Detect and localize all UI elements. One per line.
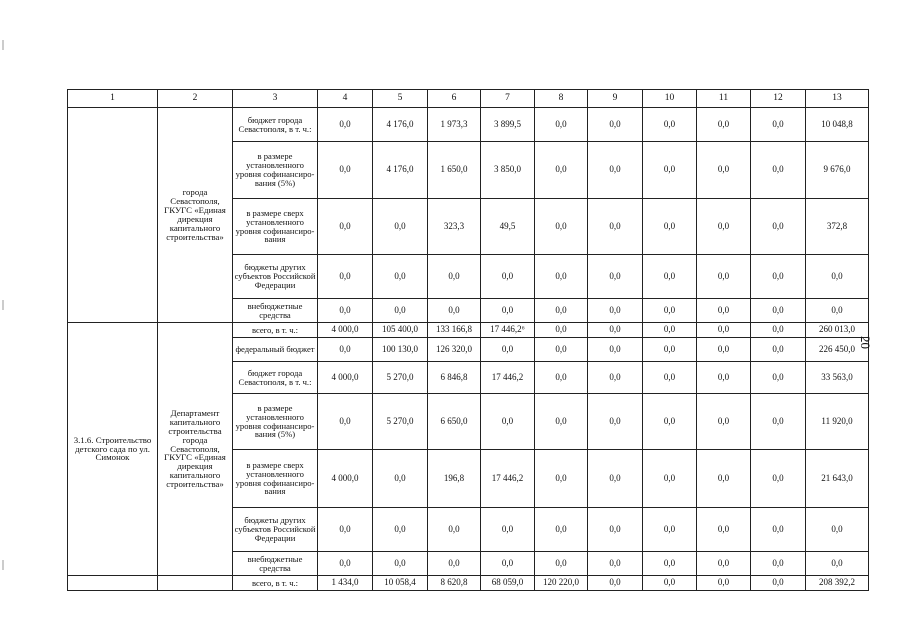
value-cell: 0,0 [588,552,643,576]
table-row [68,323,869,338]
value-cell: 0,0 [535,323,588,338]
value-cell: 0,0 [751,323,806,338]
funding-source-cell: бюджет города Севастополя, в т. ч.: [233,362,318,394]
value-cell: 0,0 [697,199,751,255]
value-cell: 0,0 [481,394,535,450]
value-cell: 0,0 [751,299,806,323]
value-cell: 0,0 [806,255,869,299]
executor-cell: города Севастополя, ГКУГС «Единая дирекция капитального строительства» [158,108,233,323]
value-cell: 0,0 [751,508,806,552]
object-name-cell [68,108,158,323]
value-cell: 9 676,0 [806,142,869,199]
scan-edge-mark [2,300,4,310]
value-cell: 0,0 [697,362,751,394]
funding-source-cell: в размере установленного уровня софинансиро-вания (5%) [233,142,318,199]
value-cell: 0,0 [318,338,373,362]
header-cell: 5 [373,90,428,108]
value-cell: 0,0 [318,299,373,323]
value-cell: 0,0 [697,338,751,362]
value-cell: 0,0 [373,299,428,323]
value-cell: 0,0 [751,576,806,591]
value-cell: 0,0 [428,552,481,576]
value-cell: 0,0 [588,323,643,338]
value-cell: 0,0 [535,450,588,508]
value-cell: 0,0 [588,394,643,450]
value-cell: 0,0 [751,338,806,362]
header-cell: 11 [697,90,751,108]
value-cell: 0,0 [373,508,428,552]
table-row [68,108,869,142]
object-name-cell [68,576,158,591]
page-number: 20 [858,336,873,349]
value-cell: 0,0 [643,142,697,199]
value-cell: 0,0 [535,338,588,362]
value-cell: 133 166,8 [428,323,481,338]
value-cell: 0,0 [643,323,697,338]
value-cell: 4 000,0 [318,323,373,338]
value-cell: 0,0 [751,108,806,142]
value-cell: 323,3 [428,199,481,255]
funding-source-cell: бюджеты других субъектов Российской Федерации [233,508,318,552]
funding-source-cell: в размере сверх установленного уровня софинансиро-вания [233,199,318,255]
value-cell: 0,0 [588,108,643,142]
value-cell: 196,8 [428,450,481,508]
value-cell: 0,0 [697,508,751,552]
value-cell: 260 013,0 [806,323,869,338]
funding-source-cell: федеральный бюджет [233,338,318,362]
value-cell: 0,0 [751,255,806,299]
value-cell: 0,0 [697,255,751,299]
value-cell: 0,0 [535,108,588,142]
value-cell: 0,0 [588,299,643,323]
value-cell: 0,0 [643,199,697,255]
value-cell: 0,0 [588,508,643,552]
value-cell: 0,0 [643,299,697,323]
value-cell: 0,0 [318,142,373,199]
header-cell: 6 [428,90,481,108]
value-cell: 0,0 [643,108,697,142]
value-cell: 0,0 [373,255,428,299]
scan-edge-mark [2,560,4,570]
value-cell: 0,0 [535,508,588,552]
scan-edge-mark [2,40,4,50]
value-cell: 226 450,0 [806,338,869,362]
value-cell: 0,0 [535,299,588,323]
value-cell: 17 446,2 [481,362,535,394]
value-cell: 100 130,0 [373,338,428,362]
value-cell: 0,0 [535,142,588,199]
value-cell: 4 176,0 [373,142,428,199]
value-cell: 17 446,2 [481,450,535,508]
value-cell: 208 392,2 [806,576,869,591]
value-cell: 17 446,2⁶ [481,323,535,338]
value-cell: 0,0 [751,394,806,450]
value-cell: 0,0 [697,450,751,508]
value-cell: 0,0 [318,199,373,255]
value-cell: 0,0 [535,255,588,299]
value-cell: 4 176,0 [373,108,428,142]
value-cell: 4 000,0 [318,450,373,508]
value-cell: 0,0 [318,508,373,552]
value-cell: 0,0 [751,199,806,255]
value-cell: 0,0 [697,552,751,576]
value-cell: 0,0 [481,299,535,323]
funding-source-cell: бюджет города Севастополя, в т. ч.: [233,108,318,142]
value-cell: 372,8 [806,199,869,255]
value-cell: 126 320,0 [428,338,481,362]
value-cell: 0,0 [481,338,535,362]
funding-table [67,89,869,591]
value-cell: 4 000,0 [318,362,373,394]
value-cell: 1 434,0 [318,576,373,591]
value-cell: 120 220,0 [535,576,588,591]
value-cell: 0,0 [373,450,428,508]
value-cell: 68 059,0 [481,576,535,591]
value-cell: 0,0 [697,394,751,450]
funding-source-cell: внебюджетные средства [233,299,318,323]
value-cell: 0,0 [643,362,697,394]
value-cell: 0,0 [643,576,697,591]
value-cell: 49,5 [481,199,535,255]
value-cell: 0,0 [535,362,588,394]
header-cell: 9 [588,90,643,108]
value-cell: 0,0 [697,108,751,142]
value-cell: 3 850,0 [481,142,535,199]
object-name-cell: 3.1.6. Строительство детского сада по ул. Симонок [68,323,158,576]
value-cell: 0,0 [643,508,697,552]
value-cell: 0,0 [481,255,535,299]
value-cell: 0,0 [751,450,806,508]
value-cell: 0,0 [643,255,697,299]
value-cell: 0,0 [318,394,373,450]
funding-source-cell: внебюджетные средства [233,552,318,576]
value-cell: 0,0 [535,199,588,255]
value-cell: 0,0 [751,142,806,199]
value-cell: 0,0 [588,450,643,508]
value-cell: 0,0 [428,299,481,323]
executor-cell [158,576,233,591]
header-cell: 2 [158,90,233,108]
value-cell: 0,0 [318,552,373,576]
value-cell: 33 563,0 [806,362,869,394]
value-cell: 0,0 [588,142,643,199]
value-cell: 5 270,0 [373,362,428,394]
value-cell: 0,0 [697,299,751,323]
table-row [68,576,869,591]
value-cell: 1 650,0 [428,142,481,199]
value-cell: 0,0 [697,576,751,591]
header-cell: 4 [318,90,373,108]
value-cell: 0,0 [643,338,697,362]
funding-source-cell: в размере сверх установленного уровня софинансиро-вания [233,450,318,508]
value-cell: 0,0 [643,450,697,508]
value-cell: 0,0 [588,576,643,591]
value-cell: 5 270,0 [373,394,428,450]
funding-source-cell: бюджеты других субъектов Российской Федерации [233,255,318,299]
value-cell: 0,0 [697,142,751,199]
header-row [68,90,869,108]
header-cell: 8 [535,90,588,108]
value-cell: 0,0 [373,552,428,576]
header-cell: 10 [643,90,697,108]
value-cell: 0,0 [318,108,373,142]
value-cell: 0,0 [751,552,806,576]
value-cell: 0,0 [643,394,697,450]
value-cell: 0,0 [751,362,806,394]
value-cell: 11 920,0 [806,394,869,450]
funding-source-cell: всего, в т. ч.: [233,323,318,338]
value-cell: 21 643,0 [806,450,869,508]
value-cell: 0,0 [481,552,535,576]
value-cell: 0,0 [318,255,373,299]
value-cell: 10 058,4 [373,576,428,591]
value-cell: 0,0 [806,552,869,576]
value-cell: 0,0 [588,255,643,299]
value-cell: 0,0 [806,508,869,552]
value-cell: 0,0 [806,299,869,323]
value-cell: 0,0 [588,362,643,394]
value-cell: 6 846,8 [428,362,481,394]
header-cell: 7 [481,90,535,108]
value-cell: 0,0 [428,255,481,299]
header-cell: 12 [751,90,806,108]
value-cell: 0,0 [481,508,535,552]
value-cell: 6 650,0 [428,394,481,450]
value-cell: 10 048,8 [806,108,869,142]
value-cell: 0,0 [373,199,428,255]
value-cell: 0,0 [697,323,751,338]
funding-source-cell: всего, в т. ч.: [233,576,318,591]
header-cell: 1 [68,90,158,108]
value-cell: 3 899,5 [481,108,535,142]
value-cell: 0,0 [535,394,588,450]
value-cell: 8 620,8 [428,576,481,591]
value-cell: 0,0 [643,552,697,576]
header-cell: 3 [233,90,318,108]
executor-cell: Департамент капитального строительства города Севастополя, ГКУГС «Единая дирекция капитального строительства» [158,323,233,576]
header-cell: 13 [806,90,869,108]
value-cell: 1 973,3 [428,108,481,142]
value-cell: 0,0 [428,508,481,552]
funding-source-cell: в размере установленного уровня софинансиро-вания (5%) [233,394,318,450]
value-cell: 0,0 [588,338,643,362]
value-cell: 0,0 [535,552,588,576]
value-cell: 0,0 [588,199,643,255]
value-cell: 105 400,0 [373,323,428,338]
